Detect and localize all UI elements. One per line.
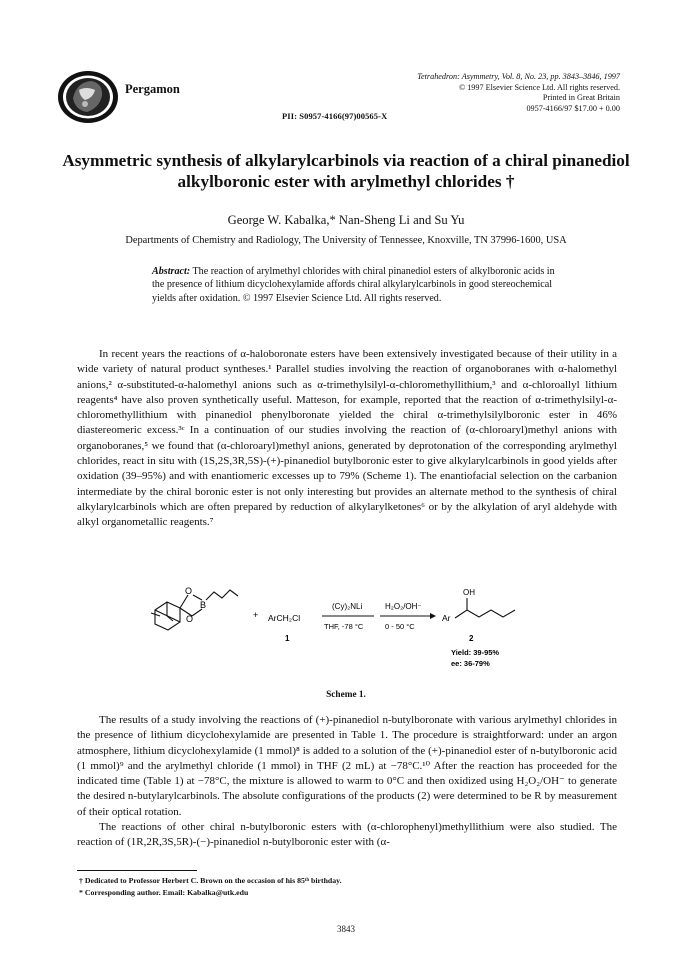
price-line: 0957-4166/97 $17.00 + 0.00: [526, 103, 620, 113]
pinanediol-boronic-ester-structure: [151, 590, 238, 630]
journal-info: [290, 72, 620, 114]
ee-range: ee: 36-79%: [451, 659, 490, 668]
body-paragraph-1: In recent years the reactions of α-haloboronate esters have been extensively investigated because of their utility in a wide variety of natural product syntheses.¹ Parallel studies involving the reaction of organoboranes with α-halomethyl anions,² α-substituted-α-halomethyl anions such as α-trimethylsilyl-α-chloromethyllithium,³ and α-chloroallyl lithium reagents⁴ have also proven synthetically useful. Matteson, for example, reported that the reaction of α-trimethylsilyl-α-chloromethyllithium with pinanediol phenylboronate yielded the chiral α-trimethylsilylboronic ester in 46% diastereomeric excess.³ᶜ In a continuation of our studies involving the reaction of (α-chloroaryl)methyl anions with organoboranes,⁵ we found that (α-chloroaryl)methyl anions, generated by deprotonation of the corresponding arylmethyl chlorides, react in situ with (1S,2S,3R,5S)-(+)-pinanediol butylboronic ester to give alkylarylcarbinols in good yields after oxidation (39–95%) and with enantiomeric excesses up to 79% (Scheme 1). The enantiofacial selection on the carbanion intermediate by the chiral boronic ester is not only interesting but provides an alternate method to the synthesis of chiral alkylarylcarbinols which are often prepared by reduction of alkylarylketones⁶ or by the alkylation of aryl aldehyde with alkyl organometallic reagents.⁷: [77, 348, 617, 529]
publisher-name: Pergamon: [125, 82, 180, 96]
arrow-head: [430, 613, 436, 619]
scheme-caption: Scheme 1.: [326, 690, 366, 700]
abstract: [152, 265, 562, 305]
reagent-formula: ArCH₂Cl: [268, 613, 301, 623]
body-paragraph-2: [77, 713, 617, 851]
pergamon-logo: [55, 68, 121, 126]
reagent-number: 1: [285, 634, 290, 643]
paragraph-results: The results of a study involving the reactions of (+)-pinanediol n-butylboronate with various arylmethyl chlorides in the presence of lithium dicyclohexylamide are presented in Table 1. The procedure is straightforward: under an argon atmosphere, lithium dicyclohexylamide (1 mmol)⁸ is added to a solution of the (+)-pinanediol ester of n-butylboronic acid (1 mmol)⁹ and the arylmethyl chloride (1 mmol) in THF (2 mL) at −78°C.¹⁰ After the reaction has proceeded for the indicated time (Table 1) at −78°C, the mixture is allowed to warm to 0°C and then oxidized using H₂O₂/OH⁻ to generate the desired n-butylarylcarbinols. The absolute configurations of the products (2) were determined to be R by measurement of their optical rotation.: [77, 714, 617, 818]
abstract-label: Abstract:: [152, 266, 191, 277]
footnote-corresponding-author: * Corresponding author. Email: Kabalka@utk.edu: [79, 888, 249, 897]
plus-sign: +: [253, 610, 259, 620]
product-number: 2: [469, 634, 474, 643]
oxygen-atom: O: [185, 586, 193, 596]
page-number: 3843: [337, 924, 355, 934]
step2-reagent: H₂O₂/OH⁻: [385, 602, 422, 611]
step1-conditions: THF, -78 °C: [324, 622, 364, 631]
journal-citation: Tetrahedron: Asymmetry, Vol. 8, No. 23, pp. 3843–3846, 1997: [417, 72, 620, 81]
copyright-line: © 1997 Elsevier Science Ltd. All rights reserved.: [458, 82, 620, 92]
product-chain: [455, 610, 515, 618]
article-title: Asymmetric synthesis of alkylarylcarbinols via reaction of a chiral pinanediol alkylboronic ester with arylmethyl chlorides †: [62, 151, 630, 191]
author-list: George W. Kabalka,* Nan-Sheng Li and Su Yu: [227, 213, 465, 227]
affiliation: Departments of Chemistry and Radiology, The University of Tennessee, Knoxville, TN 37996-1600, USA: [125, 235, 567, 246]
yield-range: Yield: 39-95%: [451, 648, 500, 657]
printed-line: Printed in Great Britain: [542, 93, 620, 102]
footnote-dedication: † Dedicated to Professor Herbert C. Brown on the occasion of his 85ᵗʰ birthday.: [79, 876, 342, 885]
step2-conditions: 0 - 50 °C: [385, 622, 415, 631]
footnote-rule: [77, 870, 197, 871]
oxygen-atom-2: O: [186, 614, 194, 624]
pii-code: PII: S0957-4166(97)00565-X: [282, 111, 388, 121]
abstract-text: The reaction of arylmethyl chlorides with chiral pinanediol esters of alkylboronic acids in the presence of lithium dicyclohexylamide affords chiral alkylarylcarbinols in good stereochemical yields after oxidation. © 1997 Elsevier Science Ltd. All rights reserved.: [152, 266, 555, 304]
boron-atom: B: [200, 600, 207, 610]
paragraph-other-esters: The reactions of other chiral n-butylboronic esters with (α-chlorophenyl)methyllithium were also studied. The reaction of (1R,2R,3S,5R)-(−)-pinanediol n-butylboronic ester with (α-: [77, 821, 617, 849]
reaction-scheme: [140, 580, 540, 688]
step1-reagent: (Cy)₂NLi: [332, 602, 363, 611]
product-hydroxyl: OH: [463, 588, 475, 597]
product-aryl: Ar: [442, 613, 451, 623]
